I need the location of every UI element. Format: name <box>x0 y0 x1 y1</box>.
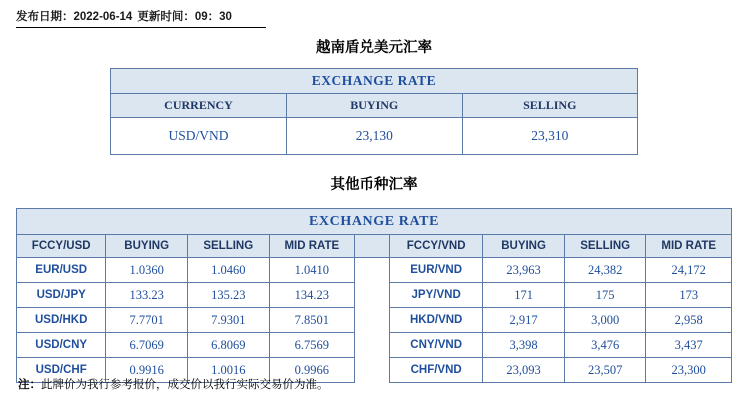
left-pair: USD/CHF <box>17 358 106 383</box>
right-pair: CNY/VND <box>390 333 483 358</box>
left-selling: 135.23 <box>187 283 269 308</box>
column-spacer <box>355 235 390 258</box>
table-row <box>17 258 732 283</box>
column-header-left-selling: SELLING <box>187 235 269 258</box>
right-selling: 23,507 <box>564 358 646 383</box>
left-selling: 7.9301 <box>187 308 269 333</box>
table-row <box>17 308 732 333</box>
column-header-right-mid-rate: MID RATE <box>646 235 732 258</box>
right-buying: 171 <box>483 283 565 308</box>
page-title: 越南盾兑美元汇率 <box>316 40 432 56</box>
column-header-selling: SELLING <box>462 94 638 118</box>
left-mid-rate: 6.7569 <box>269 333 354 358</box>
left-buying: 1.0360 <box>106 258 188 283</box>
row-spacer <box>355 333 390 358</box>
right-buying: 3,398 <box>483 333 565 358</box>
left-mid-rate: 134.23 <box>269 283 354 308</box>
column-header-currency: CURRENCY <box>111 94 287 118</box>
left-buying: 133.23 <box>106 283 188 308</box>
row-spacer <box>355 258 390 283</box>
usd-vnd-selling: 23,310 <box>462 118 638 155</box>
row-spacer <box>355 283 390 308</box>
right-selling: 3,000 <box>564 308 646 333</box>
right-pair: JPY/VND <box>390 283 483 308</box>
right-pair: EUR/VND <box>390 258 483 283</box>
publish-date-label: 发布日期： <box>16 11 74 23</box>
right-mid-rate: 173 <box>646 283 732 308</box>
column-header-buying: BUYING <box>287 94 462 118</box>
usd-vnd-banner: EXCHANGE RATE <box>111 69 638 94</box>
right-buying: 23,093 <box>483 358 565 383</box>
right-buying: 23,963 <box>483 258 565 283</box>
usd-vnd-rate-table <box>110 68 638 155</box>
left-pair: USD/JPY <box>17 283 106 308</box>
left-pair: USD/CNY <box>17 333 106 358</box>
left-selling: 1.0460 <box>187 258 269 283</box>
right-selling: 175 <box>564 283 646 308</box>
right-pair: HKD/VND <box>390 308 483 333</box>
currency-pair-usd-vnd: USD/VND <box>111 118 287 155</box>
right-mid-rate: 3,437 <box>646 333 732 358</box>
footnote-label: 注： <box>18 379 41 391</box>
left-buying: 0.9916 <box>106 358 188 383</box>
column-header-left-buying: BUYING <box>106 235 188 258</box>
footnote <box>18 376 329 392</box>
table-header-row <box>111 94 638 118</box>
publish-info-bar <box>16 8 266 28</box>
row-spacer <box>355 358 390 383</box>
row-spacer <box>355 308 390 333</box>
left-mid-rate: 1.0410 <box>269 258 354 283</box>
table-banner-row <box>17 209 732 235</box>
column-header-fccy-usd: FCCY/USD <box>17 235 106 258</box>
table-row <box>17 283 732 308</box>
left-buying: 7.7701 <box>106 308 188 333</box>
left-mid-rate: 7.8501 <box>269 308 354 333</box>
column-header-fccy-vnd: FCCY/VND <box>390 235 483 258</box>
right-pair: CHF/VND <box>390 358 483 383</box>
left-mid-rate: 0.9966 <box>269 358 354 383</box>
section-title-other-currencies: 其他币种汇率 <box>330 177 418 193</box>
other-currency-rate-table <box>16 208 732 383</box>
usd-vnd-buying: 23,130 <box>287 118 462 155</box>
right-mid-rate: 2,958 <box>646 308 732 333</box>
left-selling: 6.8069 <box>187 333 269 358</box>
left-pair: EUR/USD <box>17 258 106 283</box>
table-header-row <box>17 235 732 258</box>
right-mid-rate: 23,300 <box>646 358 732 383</box>
right-mid-rate: 24,172 <box>646 258 732 283</box>
column-header-right-buying: BUYING <box>483 235 565 258</box>
table-row <box>17 333 732 358</box>
update-time-value: 09：30 <box>194 11 232 23</box>
column-header-right-selling: SELLING <box>564 235 646 258</box>
update-time-label: 更新时间： <box>137 11 195 23</box>
table-banner-row <box>111 69 638 94</box>
column-header-left-mid-rate: MID RATE <box>269 235 354 258</box>
left-selling: 1.0016 <box>187 358 269 383</box>
table-row <box>111 118 638 155</box>
left-buying: 6.7069 <box>106 333 188 358</box>
right-selling: 24,382 <box>564 258 646 283</box>
right-buying: 2,917 <box>483 308 565 333</box>
left-pair: USD/HKD <box>17 308 106 333</box>
footnote-text: 此牌价为我行参考报价，成交价以我行实际交易价为准。 <box>41 379 329 391</box>
right-selling: 3,476 <box>564 333 646 358</box>
publish-date-value: 2022-06-14 <box>73 11 133 23</box>
other-banner: EXCHANGE RATE <box>17 209 732 235</box>
